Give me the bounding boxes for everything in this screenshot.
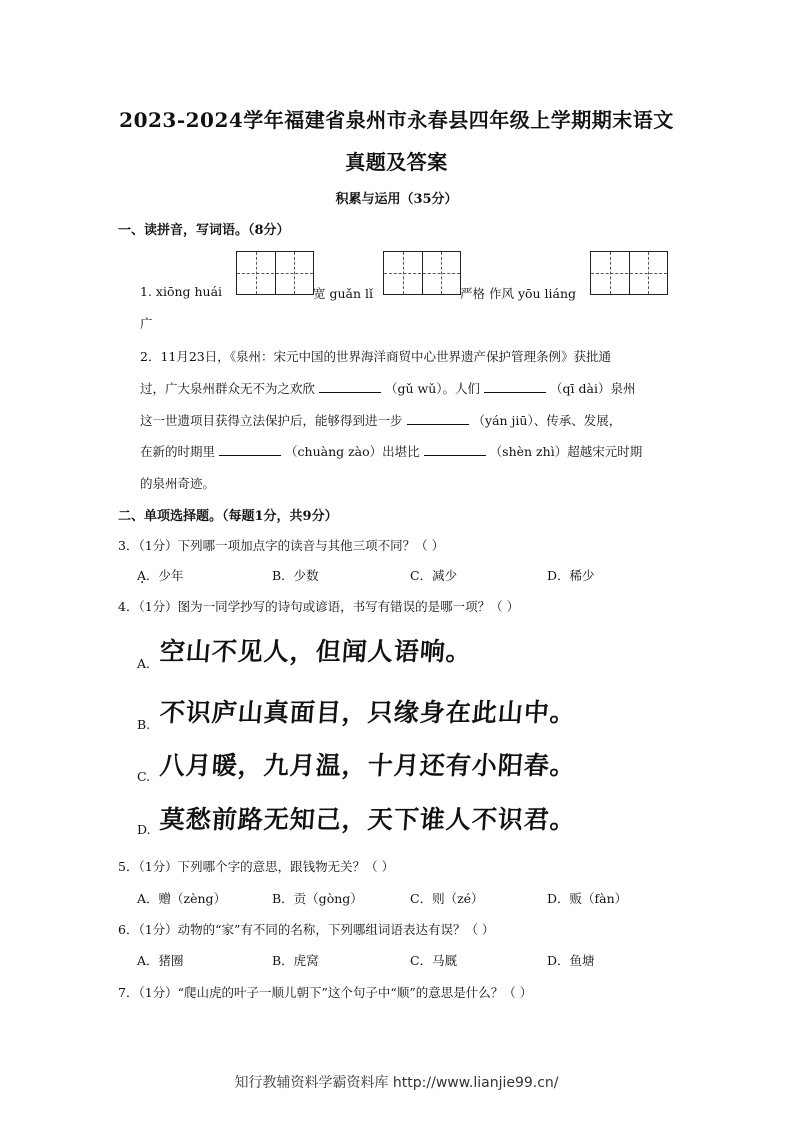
q6-option-c[interactable]: C．马厩 [410, 953, 458, 968]
q5-stem: 5．（1分）下列哪个字的意思，跟钱物无关？（ ） [118, 859, 395, 874]
page-footer: 知行教辅资料学霸资料库 http://www.lianjie99.cn/ [234, 1075, 559, 1091]
q1-mid1: 宽 guǎn lǐ [313, 286, 373, 301]
writing-grid-2[interactable] [383, 251, 461, 295]
writing-grid-3[interactable] [590, 251, 668, 295]
q6-option-b[interactable]: B．虎窝 [272, 953, 319, 968]
answer-blank[interactable] [424, 443, 486, 456]
q2-line2: 过，广大泉州群众无不为之欢欣 （gǔ wǔ）。人们 （qī dài）泉州 [140, 381, 636, 396]
answer-blank[interactable] [407, 412, 469, 425]
writing-grid-1[interactable] [236, 251, 314, 295]
q3-option-a[interactable]: A．少年 · [137, 566, 793, 584]
q5-option-a[interactable]: A．赠（zèng） [137, 891, 227, 906]
q4-option-b-label[interactable]: B. [137, 717, 151, 732]
q1-tail: 广 [140, 316, 153, 331]
q4-option-c-label[interactable]: C. [137, 769, 151, 784]
q6-option-a[interactable]: A．猪圈 [137, 953, 184, 968]
q3-stem: 3．（1分）下列哪一项加点字的读音与其他三项不同？（ ） [118, 538, 445, 553]
q7-stem: 7．（1分）“爬山虎的叶子一顺儿朝下”这个句子中“顺”的意思是什么？（ ） [118, 985, 533, 1000]
q4-stem: 4．（1分）图为一同学抄写的诗句或谚语，书写有错误的是哪一项？（ ） [118, 599, 520, 614]
q4-option-d-handwriting: 莫愁前路无知己，天下谁人不识君。 [158, 805, 577, 834]
q4-option-c-handwriting: 八月暖，九月温，十月还有小阳春。 [158, 751, 577, 780]
q6-option-d[interactable]: D．鱼塘 [547, 953, 595, 968]
q2-line1: 2．11月23日，《泉州：宋元中国的世界海洋商贸中心世界遗产保护管理条例》获批通 [140, 349, 612, 364]
q4-option-b-handwriting: 不识庐山真面目，只缘身在此山中。 [158, 698, 577, 727]
q1-mid2: 严格 作风 yōu liáng [460, 286, 577, 301]
section2-heading: 二、单项选择题。（每题1分，共9分） [118, 509, 338, 524]
q4-option-a-handwriting: 空山不见人，但闻人语响。 [158, 637, 473, 666]
answer-blank[interactable] [484, 380, 546, 393]
q2-line5: 的泉州奇迹。 [140, 476, 216, 491]
q3-option-c[interactable]: C．减少 [410, 568, 458, 583]
q3-option-d[interactable]: D．稀少 [547, 568, 595, 583]
q4-option-a-label[interactable]: A. [137, 656, 151, 671]
q5-option-d[interactable]: D．贩（fàn） [547, 891, 628, 906]
section-subtitle: 积累与运用（35分） [335, 192, 458, 207]
q5-option-b[interactable]: B．贡（gòng） [272, 891, 363, 906]
answer-blank[interactable] [219, 443, 281, 456]
section1-heading: 一、读拼音，写词语。（8分） [118, 223, 290, 238]
q6-stem: 6．（1分）动物的“家”有不同的名称，下列哪组词语表达有误？（ ） [118, 922, 495, 937]
answer-blank[interactable] [319, 380, 381, 393]
q4-option-d-label[interactable]: D. [137, 822, 151, 837]
document-title-line2: 真题及答案 [345, 150, 448, 174]
document-title-line1: 2023-2024学年福建省泉州市永春县四年级上学期期末语文 [119, 108, 674, 132]
q2-line3: 这一世遗项目获得立法保护后，能够得到进一步 （yán jiū）、传承、发展， [140, 413, 622, 428]
q1-label: 1. xiōng huái [140, 284, 223, 299]
q3-option-b[interactable]: B．少数 [272, 568, 319, 583]
q5-option-c[interactable]: C．则（zé） [410, 891, 484, 906]
q2-line4: 在新的时期里 （chuàng zào）出堪比 （shèn zhì）超越宋元时期 [140, 444, 643, 459]
